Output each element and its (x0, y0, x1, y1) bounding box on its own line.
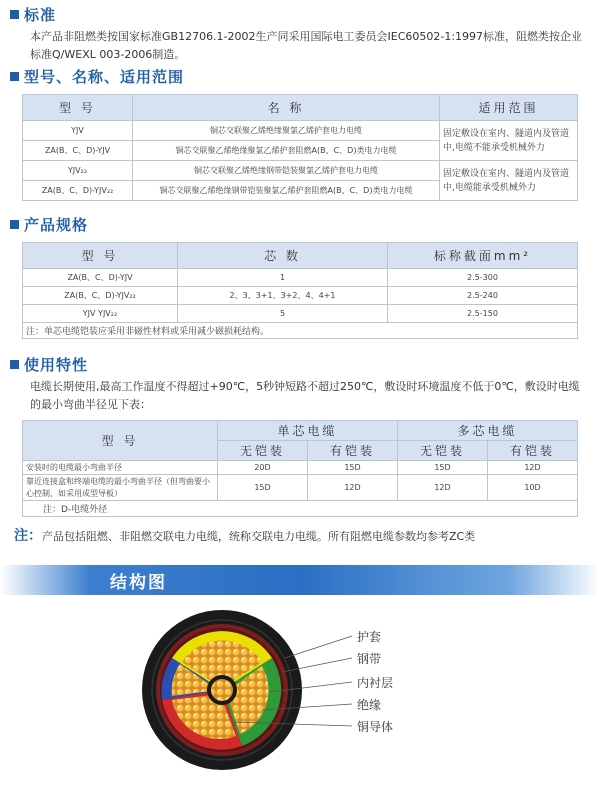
header-section: 标称截面mm² (388, 243, 578, 269)
value-cell: 12D (398, 475, 488, 501)
value-cell: 20D (218, 461, 308, 475)
banner-title: 结构图 (110, 573, 167, 593)
label-inner-liner: 内衬层 (357, 676, 394, 690)
footnote (14, 525, 475, 545)
label-copper-conductor: 铜导体 (357, 720, 394, 734)
value-cell: 15D (218, 475, 308, 501)
section-usage-header (10, 354, 88, 374)
model-cell: YJV YJV₂₂ (23, 305, 178, 323)
model-cell: YJV (23, 121, 133, 141)
note-cell: 注：单芯电缆铠装应采用非磁性材料或采用减少磁损耗结构。 (23, 323, 578, 339)
model-cell: ZA(B、C、D)-YJV (23, 141, 133, 161)
cable-cross-section-diagram (0, 600, 600, 785)
table-row (23, 161, 578, 181)
header-model: 型 号 (23, 243, 178, 269)
table-row (23, 287, 578, 305)
standard-text: 本产品非阻燃类按国家标准GB12706.1-2002生产同采用国际电工委员会IEC60502-1:1997标准，阻燃类按企业标准Q/WEXL 003-2006制造。 (30, 30, 583, 61)
square-bullet-icon (10, 220, 19, 229)
name-cell: 铜芯交联聚乙烯绝缘聚氯乙烯护套电力电缆 (133, 121, 440, 141)
section-specs-header (10, 214, 88, 234)
section-cell: 2.5-240 (388, 287, 578, 305)
header-model: 型 号 (23, 95, 133, 121)
note-cell: 注：D-电缆外径 (23, 501, 578, 517)
value-cell: 15D (308, 461, 398, 475)
value-cell: 12D (488, 461, 578, 475)
cores-cell: 5 (178, 305, 388, 323)
section-title: 产品规格 (24, 215, 89, 234)
structure-banner (0, 565, 600, 595)
section-title: 标准 (24, 5, 57, 24)
header-single: 单芯电缆 (218, 421, 398, 441)
value-cell: 10D (488, 475, 578, 501)
header-armored: 有铠装 (488, 441, 578, 461)
header-name: 名 称 (133, 95, 440, 121)
model-cell: ZA(B、C、D)-YJV (23, 269, 178, 287)
square-bullet-icon (10, 72, 19, 81)
table-row (23, 475, 578, 501)
header-unarmored: 无铠装 (398, 441, 488, 461)
label-insulation: 绝缘 (357, 698, 382, 712)
name-cell: 铜芯交联聚乙烯绝缘聚氯乙烯护套阻燃A(B、C、D)类电力电缆 (133, 141, 440, 161)
model-cell: ZA(B、C、D)-YJV₂₂ (23, 181, 133, 201)
cores-cell: 2、3、3+1、3+2、4、4+1 (178, 287, 388, 305)
row-label: 安装时的电缆最小弯曲半径 (23, 461, 218, 475)
area-cell: 固定敷设在室内、隧道内及管道中,电缆不能承受机械外力 (440, 121, 578, 161)
header-multi: 多芯电缆 (398, 421, 578, 441)
section-cell: 2.5-300 (388, 269, 578, 287)
section-standard-header (10, 4, 56, 24)
footnote-mark: 注： (14, 528, 42, 544)
bending-table (22, 420, 578, 517)
table-row (23, 121, 578, 141)
section-title: 使用特性 (24, 355, 89, 374)
table-row (23, 269, 578, 287)
model-cell: ZA(B、C、D)-YJV₂₂ (23, 287, 178, 305)
value-cell: 12D (308, 475, 398, 501)
header-unarmored: 无铠装 (218, 441, 308, 461)
section-title: 型号、名称、适用范围 (24, 67, 185, 86)
table-row (23, 305, 578, 323)
models-table (22, 94, 578, 201)
table-row (23, 501, 578, 517)
square-bullet-icon (10, 10, 19, 19)
cores-cell: 1 (178, 269, 388, 287)
usage-text: 电缆长期使用,最高工作温度不得超过+90℃，5秒钟短路不超过250℃，敷设时环境温度不低于0℃，敷设时电缆的最小弯曲半径见下表： (30, 380, 580, 411)
label-steel-tape: 钢带 (357, 652, 382, 666)
header-cores: 芯 数 (178, 243, 388, 269)
name-cell: 铜芯交联聚乙烯绝缘钢带铠装聚氯乙烯护套电力电缆 (133, 161, 440, 181)
header-armored: 有铠装 (308, 441, 398, 461)
specs-table (22, 242, 578, 339)
section-cell: 2.5-150 (388, 305, 578, 323)
area-cell: 固定敷设在室内、隧道内及管道中,电缆能承受机械外力 (440, 161, 578, 201)
table-row (23, 323, 578, 339)
name-cell: 铜芯交联聚乙烯绝缘钢带铠装聚氯乙烯护套阻燃A(B、C、D)类电力电缆 (133, 181, 440, 201)
center-conductor (211, 679, 233, 701)
footnote-text: 产品包括阻燃、非阻燃交联电力电缆，统称交联电力电缆。所有阻燃电缆参数均参考ZC类 (42, 530, 476, 543)
label-sheath: 护套 (357, 630, 382, 644)
section-models-header (10, 66, 184, 86)
value-cell: 15D (398, 461, 488, 475)
header-model: 型 号 (23, 421, 218, 461)
square-bullet-icon (10, 360, 19, 369)
header-area: 适用范围 (440, 95, 578, 121)
model-cell: YJV₂₂ (23, 161, 133, 181)
table-row (23, 461, 578, 475)
row-label: 靠近连接盒和终端电缆的最小弯曲半径（但弯曲要小心控制，如采用成型导板） (23, 475, 218, 501)
